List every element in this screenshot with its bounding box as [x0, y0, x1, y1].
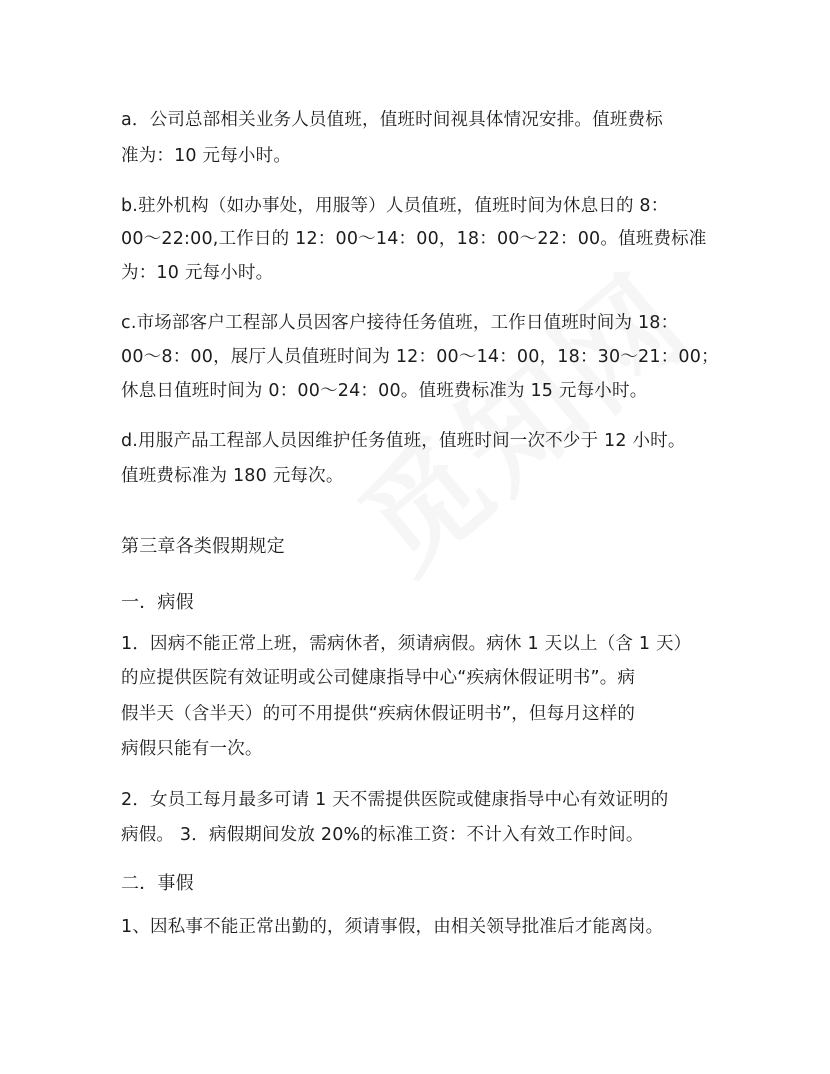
sick-leave-item-2-line-1: 2．女员工每月最多可请 1 天不需提供医院或健康指导中心有效证明的	[121, 790, 669, 810]
paragraph-a-line-2: 准为：10 元每小时。	[121, 146, 292, 166]
personal-leave-item-1-line-1: 1、因私事不能正常出勤的，须请事假，由相关领导批准后才能离岗。	[121, 917, 664, 937]
paragraph-c-line-3: 休息日值班时间为 0：00～24：00。值班费标准为 15 元每小时。	[121, 381, 648, 401]
paragraph-b-line-1: b.驻外机构（如办事处，用服等）人员值班，值班时间为休息日的 8：	[121, 196, 669, 216]
paragraph-c-line-2: 00～8：00，展厅人员值班时间为 12：00～14：00，18：30～21：00；	[121, 347, 719, 367]
sick-leave-item-1-line-2: 的应提供医院有效证明或公司健康指导中心“疾病休假证明书”。病	[121, 668, 636, 688]
sick-leave-item-1-line-1: 1．因病不能正常上班，需病休者，须请病假。病休 1 天以上（含 1 天）	[121, 634, 692, 654]
paragraph-b-line-3: 为：10 元每小时。	[121, 263, 274, 283]
chapter-title: 第三章各类假期规定	[121, 536, 285, 557]
sick-leave-item-2-line-2: 病假。 3．病假期间发放 20%的标准工资：不计入有效工作时间。	[121, 825, 644, 845]
watermark	[319, 229, 719, 604]
paragraph-b-line-2: 00～22:00,工作日的 12：00～14：00，18：00～22：00。值班费标准	[121, 229, 707, 249]
paragraph-a-line-1: a．公司总部相关业务人员值班，值班时间视具体情况安排。值班费标	[121, 110, 663, 130]
sick-leave-item-1-line-3: 假半天（含半天）的可不用提供“疾病休假证明书”，但每月这样的	[121, 704, 636, 724]
paragraph-c-line-1: c.市场部客户工程部人员因客户接待任务值班，工作日值班时间为 18：	[121, 313, 679, 333]
section-sick-leave-title: 一．病假	[121, 592, 194, 613]
section-personal-leave-title: 二．事假	[121, 873, 194, 894]
paragraph-d-line-2: 值班费标准为 180 元每次。	[121, 466, 344, 486]
sick-leave-item-1-line-4: 病假只能有一次。	[121, 739, 263, 759]
paragraph-d-line-1: d.用服产品工程部人员因维护任务值班，值班时间一次不少于 12 小时。	[121, 431, 686, 451]
